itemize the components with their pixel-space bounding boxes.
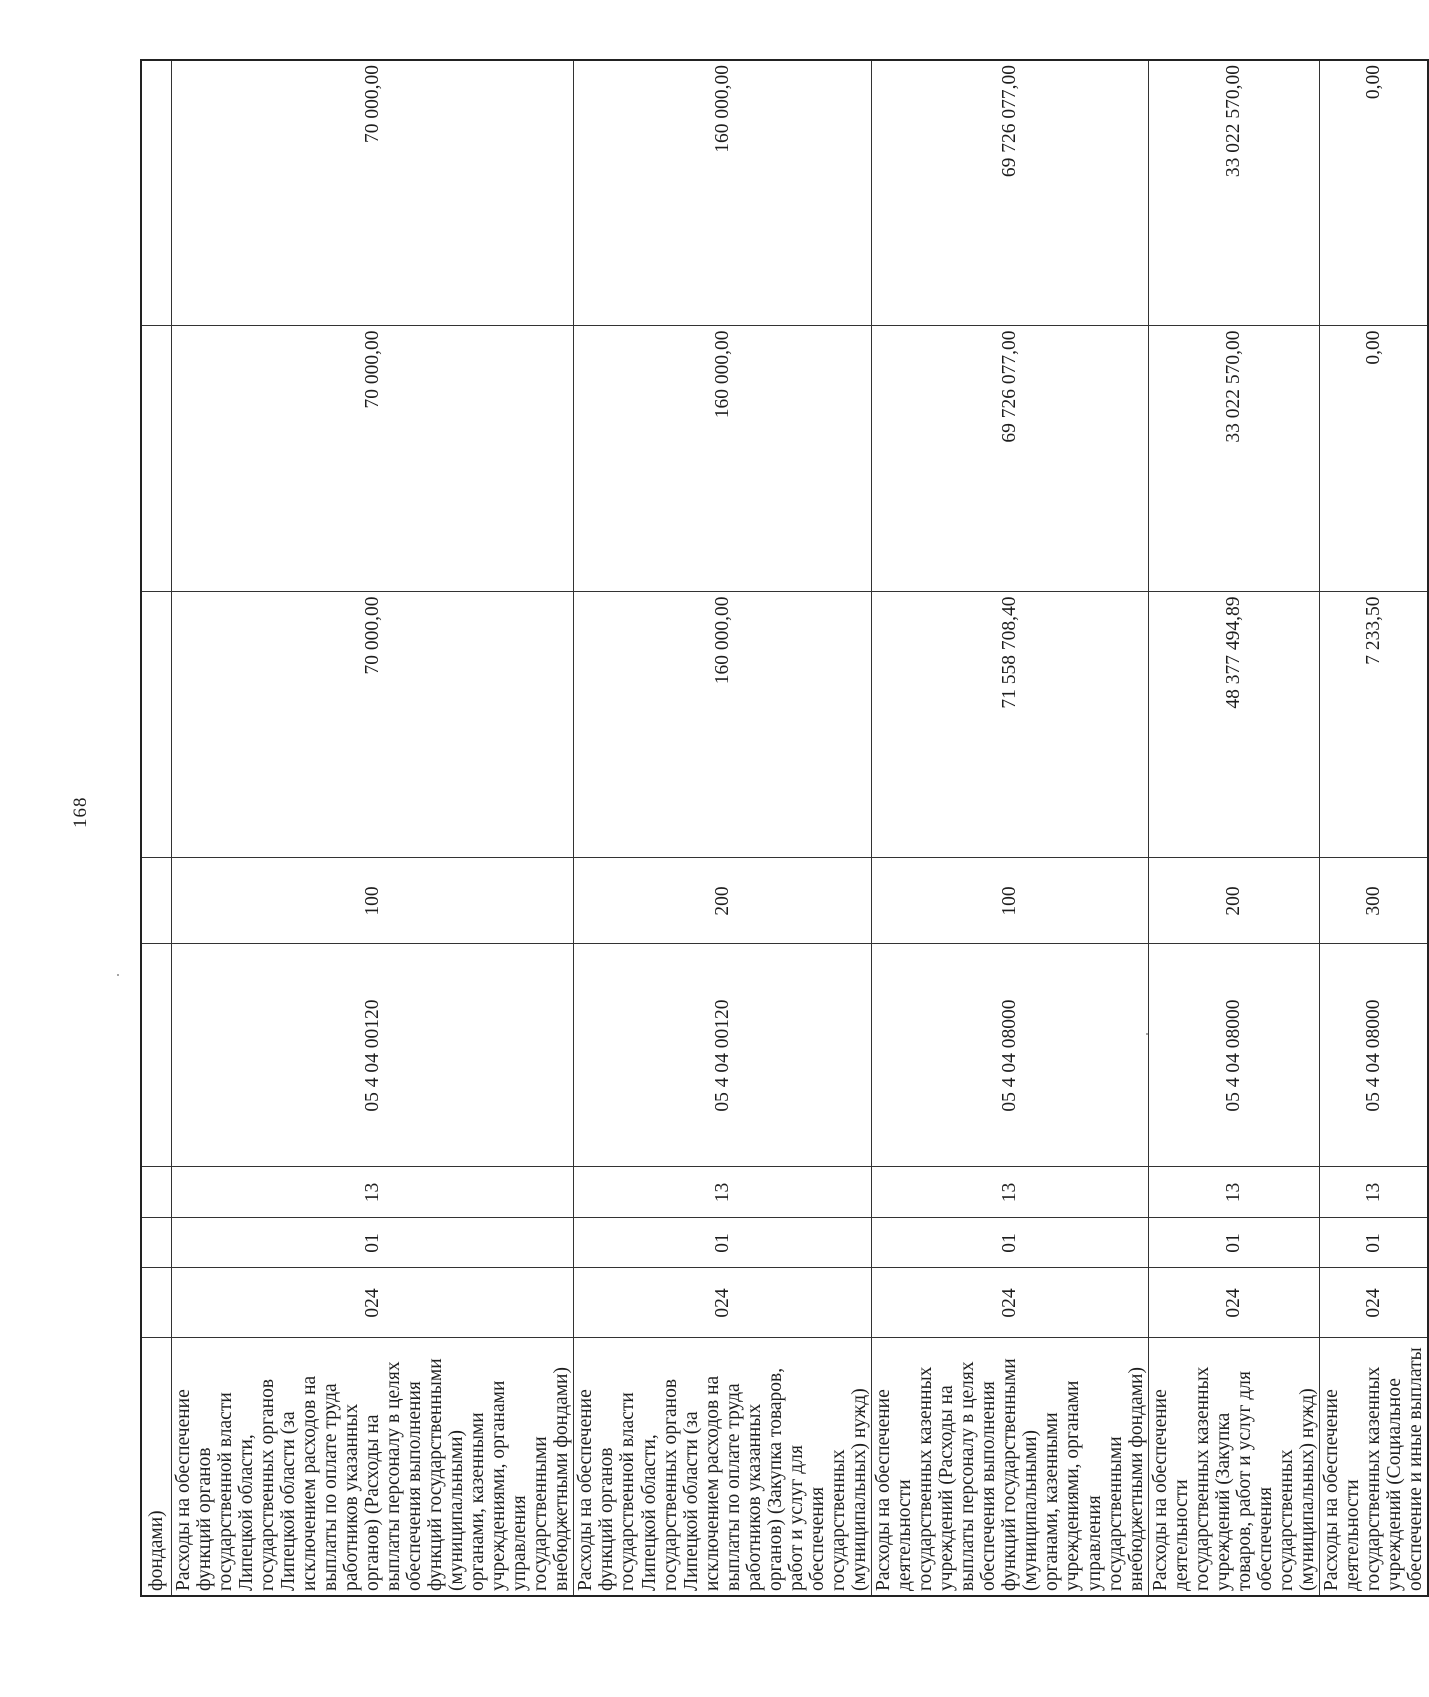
budget-table	[140, 59, 1429, 1597]
expense-type-code: 300	[1320, 858, 1429, 944]
row-description: Расходы на обеспечение функций органов государственной власти Липецкой области, государственных органов Липецкой области (за исключением расходов на выплаты по оплате труда работников указанных органов) (Закупка товаров, работ и услуг для обеспечения государственных (муниципальных) нужд)	[574, 1338, 872, 1596]
target-code: 05 4 04 08000	[1148, 944, 1319, 1167]
amount-col-2: 69 726 077,00	[872, 326, 1149, 592]
amount-col-1: 160 000,00	[574, 592, 872, 858]
row-description: Расходы на обеспечение деятельности государственных казенных учреждений (Расходы на выплаты персоналу в целях обеспечения выполнения функций государственными (муниципальными) органами, казенными учреждениями, органами управления государственными внебюджетными фондами)	[872, 1338, 1149, 1596]
amount-col-3: 160 000,00	[574, 60, 872, 326]
amount-col-1: 70 000,00	[171, 592, 574, 858]
row-description: Расходы на обеспечение деятельности государственных казенных учреждений (Закупка товаров, работ и услуг для обеспечения государственных (муниципальных) нужд)	[1148, 1338, 1319, 1596]
ministry-code: 024	[1148, 1268, 1319, 1338]
rotated-page-content	[140, 61, 1427, 1597]
section-code: 01	[574, 1218, 872, 1268]
target-code: 05 4 04 08000	[872, 944, 1149, 1167]
expense-type-code: 100	[171, 858, 574, 944]
amount-col-2: 160 000,00	[574, 326, 872, 592]
table-row	[872, 60, 1149, 1596]
subsection-code: 13	[1320, 1167, 1429, 1218]
scan-speck	[117, 974, 119, 976]
row-description: Расходы на обеспечение функций органов государственной власти Липецкой области, государственных органов Липецкой области (за исключением расходов на выплаты по оплате труда работников указанных органов) (Расходы на выплаты персоналу в целях обеспечения выполнения функций государственными (муниципальными) органами, казенными учреждениями, органами управления государственными внебюджетными фондами)	[171, 1338, 574, 1596]
table-row	[1148, 60, 1319, 1596]
section-code: 01	[1320, 1218, 1429, 1268]
section-code: 01	[872, 1218, 1149, 1268]
table-row	[171, 60, 574, 1596]
ministry-code: 024	[171, 1268, 574, 1338]
amount-col-1: 7 233,50	[1320, 592, 1429, 858]
subsection-code: 13	[1148, 1167, 1319, 1218]
table-row	[1320, 60, 1429, 1596]
ministry-code: 024	[574, 1268, 872, 1338]
amount-col-2: 33 022 570,00	[1148, 326, 1319, 592]
target-code: 05 4 04 08000	[1320, 944, 1429, 1167]
target-code: 05 4 04 00120	[574, 944, 872, 1167]
section-code: 01	[171, 1218, 574, 1268]
row-description: Расходы на обеспечение деятельности государственных казенных учреждений (Социальное обеспечение и иные выплаты	[1320, 1338, 1429, 1596]
amount-col-2: 70 000,00	[171, 326, 574, 592]
section-code: 01	[1148, 1218, 1319, 1268]
ministry-code: 024	[1320, 1268, 1429, 1338]
target-code: 05 4 04 00120	[171, 944, 574, 1167]
expense-type-code: 100	[872, 858, 1149, 944]
row-description-cont: фондами)	[141, 1338, 171, 1596]
page-number: 168	[70, 796, 91, 828]
expense-type-code: 200	[574, 858, 872, 944]
amount-col-2: 0,00	[1320, 326, 1429, 592]
table-row-continuation	[141, 60, 171, 1596]
amount-col-3: 70 000,00	[171, 60, 574, 326]
amount-col-1: 71 558 708,40	[872, 592, 1149, 858]
subsection-code: 13	[872, 1167, 1149, 1218]
subsection-code: 13	[574, 1167, 872, 1218]
ministry-code: 024	[872, 1268, 1149, 1338]
table-row	[574, 60, 872, 1596]
amount-col-3: 69 726 077,00	[872, 60, 1149, 326]
expense-type-code: 200	[1148, 858, 1319, 944]
subsection-code: 13	[171, 1167, 574, 1218]
amount-col-3: 33 022 570,00	[1148, 60, 1319, 326]
amount-col-3: 0,00	[1320, 60, 1429, 326]
amount-col-1: 48 377 494,89	[1148, 592, 1319, 858]
